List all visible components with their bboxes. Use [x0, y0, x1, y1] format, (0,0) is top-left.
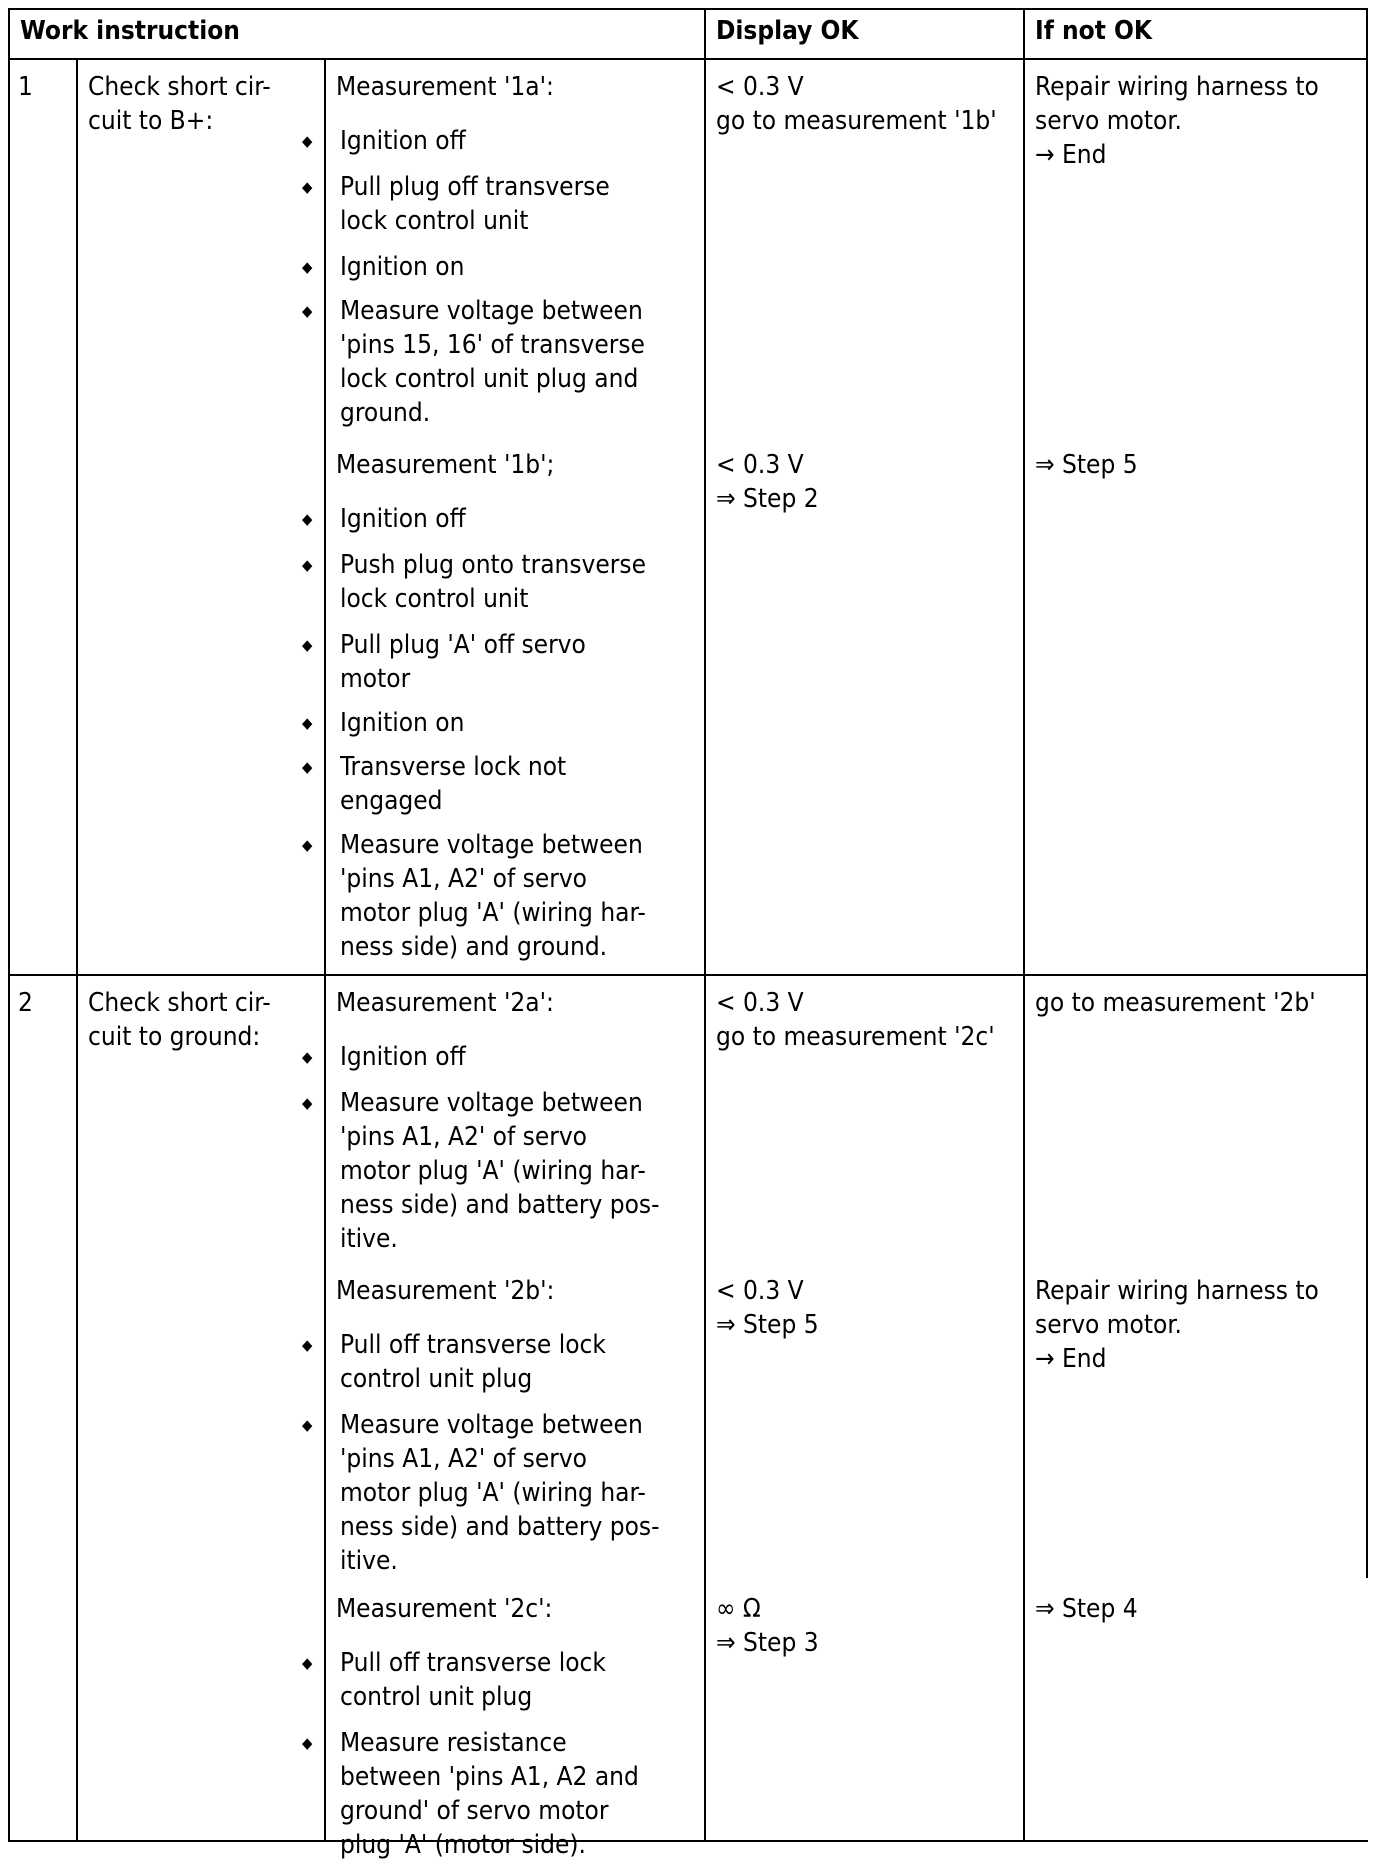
if-not-ok-value [1035, 1592, 1138, 1626]
display-ok-line: < 0.3 V [716, 450, 804, 480]
if-not-ok-line: Repair wiring harness to [1035, 1276, 1319, 1306]
measurement-label: Measurement '1b'; [336, 450, 555, 480]
instruction-line: ◆ Pull plug off transverse [340, 172, 610, 202]
instruction-line: ◆ Ignition off [340, 1042, 466, 1072]
display-ok-value [716, 1592, 819, 1660]
instruction-line: lock control unit [340, 206, 529, 236]
instruction-item [340, 828, 646, 964]
display-ok-line: < 0.3 V [716, 1276, 804, 1306]
display-ok-line: ∞ Ω [716, 1594, 761, 1624]
instruction-line: itive. [340, 1546, 398, 1576]
display-ok-value [716, 448, 819, 516]
if-not-ok-value [1035, 986, 1316, 1020]
instruction-line: 'pins A1, A2' of servo [340, 864, 587, 894]
number-column-border [76, 58, 78, 1842]
header-bottom-border [8, 58, 1368, 60]
instruction-line: ness side) and ground. [340, 932, 608, 962]
step-title [88, 986, 271, 1054]
if-not-ok-line: → End [1035, 140, 1107, 170]
instruction-line: lock control unit [340, 584, 529, 614]
instruction-line: ◆ Measure voltage between [340, 1410, 643, 1440]
step-divider [8, 974, 1368, 976]
instruction-item [340, 1726, 639, 1862]
step-number: 2 [18, 988, 33, 1018]
instruction-item [340, 750, 566, 818]
display-ok-value [716, 70, 997, 138]
instruction-line: ◆ Ignition off [340, 504, 466, 534]
instruction-line: plug 'A' (motor side). [340, 1830, 586, 1860]
instruction-item [340, 502, 466, 536]
table-bottom-border [8, 1840, 1368, 1842]
instruction-line: lock control unit plug and [340, 364, 639, 394]
display-ok-line: < 0.3 V [716, 988, 804, 1018]
if-not-ok-line: go to measurement '2b' [1035, 988, 1316, 1018]
table-right-border [1366, 8, 1368, 1578]
if-not-ok-value [1035, 448, 1138, 482]
instruction-item [340, 1408, 660, 1578]
instruction-line: motor plug 'A' (wiring har- [340, 1156, 646, 1186]
if-not-ok-line: → End [1035, 1344, 1107, 1374]
if-not-ok-line: ⇒ Step 4 [1035, 1594, 1138, 1624]
instruction-line: ◆ Measure voltage between [340, 1088, 643, 1118]
instruction-line: ness side) and battery pos- [340, 1190, 660, 1220]
table-left-border [8, 8, 10, 1842]
if-not-ok-line: Repair wiring harness to [1035, 72, 1319, 102]
instruction-line: engaged [340, 786, 443, 816]
instruction-item [340, 548, 646, 616]
instruction-line: ◆ Measure voltage between [340, 296, 643, 326]
step-number: 1 [18, 72, 33, 102]
table-top-border [8, 8, 1368, 10]
instruction-line: 'pins A1, A2' of servo [340, 1444, 587, 1474]
header-display-ok: Display OK [716, 16, 859, 46]
instruction-item [340, 1328, 606, 1396]
measurement-label: Measurement '2c': [336, 1594, 553, 1624]
measurement-label: Measurement '2a': [336, 988, 554, 1018]
instruction-item [340, 1646, 606, 1714]
display-ok-line: ⇒ Step 3 [716, 1628, 819, 1658]
instruction-line: motor plug 'A' (wiring har- [340, 1478, 646, 1508]
title-column-border [324, 58, 326, 1842]
instruction-line: ◆ Push plug onto transverse [340, 550, 646, 580]
instruction-line: ◆ Measure resistance [340, 1728, 567, 1758]
instruction-line: itive. [340, 1224, 398, 1254]
instruction-line: control unit plug [340, 1364, 533, 1394]
instruction-line: ◆ Measure voltage between [340, 830, 643, 860]
display-ok-column-border [1023, 8, 1025, 1842]
if-not-ok-value [1035, 70, 1319, 172]
instruction-item [340, 250, 464, 284]
instruction-line: ground' of servo motor [340, 1796, 609, 1826]
measurement-label: Measurement '2b': [336, 1276, 555, 1306]
instruction-line: 'pins 15, 16' of transverse [340, 330, 645, 360]
instruction-line: control unit plug [340, 1682, 533, 1712]
if-not-ok-line: servo motor. [1035, 106, 1182, 136]
instruction-line: ◆ Pull plug 'A' off servo [340, 630, 586, 660]
instruction-line: ◆ Ignition off [340, 126, 466, 156]
instruction-line: 'pins A1, A2' of servo [340, 1122, 587, 1152]
instruction-line: ground. [340, 398, 431, 428]
instruction-line: motor [340, 664, 411, 694]
instruction-line: motor plug 'A' (wiring har- [340, 898, 646, 928]
step-title-line: cuit to ground: [88, 1022, 261, 1052]
instruction-line: ness side) and battery pos- [340, 1512, 660, 1542]
if-not-ok-line: servo motor. [1035, 1310, 1182, 1340]
instruction-item [340, 628, 586, 696]
instruction-item [340, 1040, 466, 1074]
instruction-line: ◆ Pull off transverse lock [340, 1330, 606, 1360]
step-title-line: cuit to B+: [88, 106, 214, 136]
instruction-item [340, 170, 610, 238]
instruction-item [340, 1086, 660, 1256]
display-ok-line: < 0.3 V [716, 72, 804, 102]
step-title-line: Check short cir- [88, 72, 271, 102]
instruction-line: between 'pins A1, A2 and [340, 1762, 639, 1792]
instruction-item [340, 706, 464, 740]
instruction-column-border [704, 8, 706, 1842]
if-not-ok-line: ⇒ Step 5 [1035, 450, 1138, 480]
header-work-instruction: Work instruction [20, 16, 240, 46]
instruction-item [340, 124, 466, 158]
display-ok-line: go to measurement '2c' [716, 1022, 995, 1052]
header-if-not-ok: If not OK [1035, 16, 1153, 46]
instruction-line: ◆ Ignition on [340, 708, 465, 738]
step-title [88, 70, 271, 138]
display-ok-line: ⇒ Step 2 [716, 484, 819, 514]
display-ok-value [716, 1274, 819, 1342]
instruction-line: ◆ Ignition on [340, 252, 465, 282]
step-title-line: Check short cir- [88, 988, 271, 1018]
measurement-label: Measurement '1a': [336, 72, 554, 102]
instruction-line: ◆ Pull off transverse lock [340, 1648, 606, 1678]
display-ok-line: ⇒ Step 5 [716, 1310, 819, 1340]
instruction-item [340, 294, 645, 430]
if-not-ok-value [1035, 1274, 1319, 1376]
display-ok-line: go to measurement '1b' [716, 106, 997, 136]
instruction-line: ◆ Transverse lock not [340, 752, 567, 782]
display-ok-value [716, 986, 995, 1054]
